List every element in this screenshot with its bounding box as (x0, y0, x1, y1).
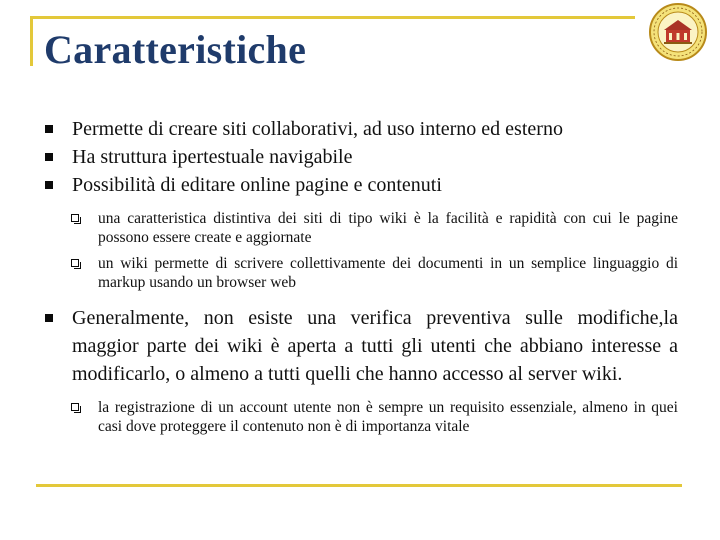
bullet-item-1 (40, 115, 678, 143)
bullet-text: Ha struttura ipertestuale navigabile (72, 146, 353, 168)
sub-bullet-text: la registrazione di un account utente non è sempre un requisito essenziale, almeno in quei casi dove proteggere il contenuto non è di importanza vitale (98, 399, 678, 435)
bullet-item-3 (40, 171, 678, 199)
hollow-square-bullet-icon (71, 214, 79, 222)
bullet-list (40, 115, 678, 436)
bullet-item-4 (40, 304, 678, 388)
sub-bullet-text: un wiki permette di scrivere collettivamente dei documenti in un semplice linguaggio di markup usando un browser web (98, 255, 678, 291)
frame-top-rule (30, 16, 635, 19)
square-bullet-icon (45, 153, 53, 161)
sub-bullet-item-4-1 (40, 398, 678, 436)
university-seal-icon (648, 2, 708, 62)
sub-bullet-item-3-1 (40, 209, 678, 247)
sub-bullet-item-3-2 (40, 254, 678, 292)
sub-bullet-text: una caratteristica distintiva dei siti di tipo wiki è la facilità e rapidità con cui le pagine possono essere create e aggiornate (98, 210, 678, 246)
bullet-text: Possibilità di editare online pagine e contenuti (72, 174, 442, 196)
hollow-square-bullet-icon (71, 259, 79, 267)
square-bullet-icon (45, 181, 53, 189)
square-bullet-icon (45, 314, 53, 322)
frame-left-rule (30, 16, 33, 66)
slide-title: Caratteristiche (44, 27, 307, 72)
bullet-text: Generalmente, non esiste una verifica preventiva sulle modifiche,la maggior parte dei wiki è aperta a tutti gli utenti che abbiano interesse a modificarlo, o almeno a tutti quelli che hanno accesso al server wiki. (72, 307, 678, 385)
square-bullet-icon (45, 125, 53, 133)
hollow-square-bullet-icon (71, 403, 79, 411)
bullet-text: Permette di creare siti collaborativi, ad uso interno ed esterno (72, 118, 563, 140)
bottom-rule (36, 484, 682, 487)
bullet-item-2 (40, 143, 678, 171)
